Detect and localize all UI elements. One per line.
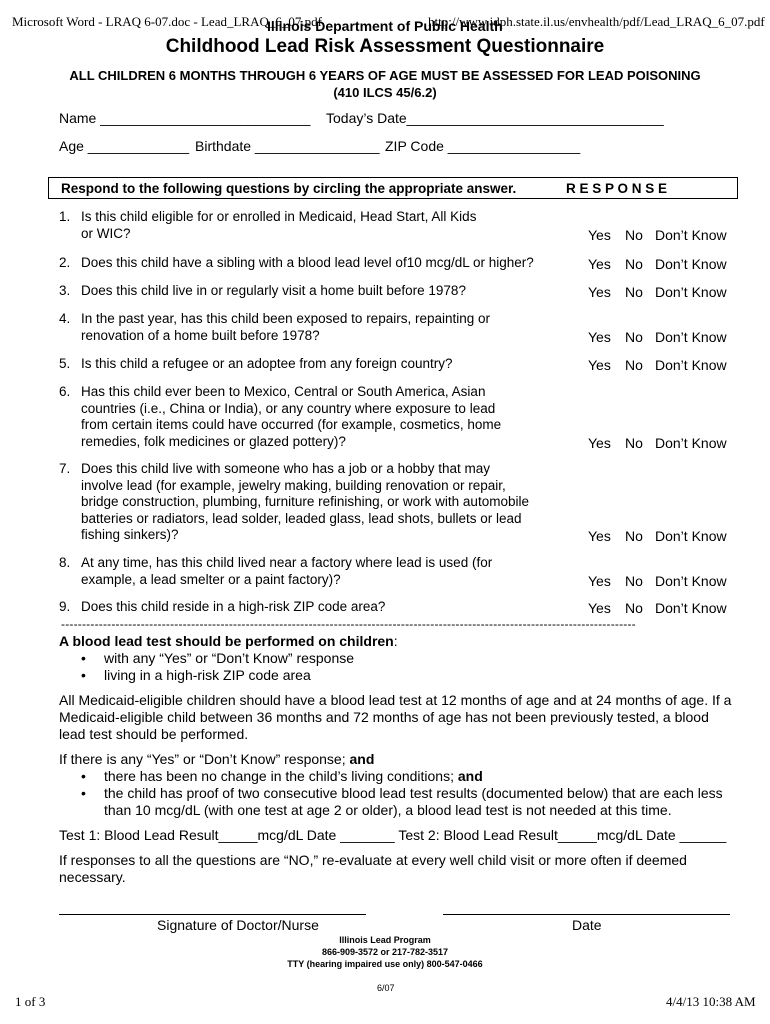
question-number: 2. <box>59 255 71 270</box>
question-text <box>81 384 501 450</box>
response-no[interactable]: No <box>625 434 643 451</box>
response-yes[interactable]: Yes <box>588 328 611 345</box>
response-no[interactable]: No <box>625 528 643 545</box>
response-no[interactable]: No <box>625 284 643 300</box>
question-number: 3. <box>59 283 71 298</box>
bullet-icon: • <box>81 650 86 666</box>
response-dont-know[interactable]: Don’t Know <box>655 256 727 272</box>
response-no[interactable]: No <box>625 256 643 272</box>
question-text <box>81 311 490 344</box>
response-dont-know[interactable]: Don’t Know <box>655 434 727 451</box>
response-dont-know[interactable]: Don’t Know <box>655 226 727 243</box>
separator: ----------------------------------------------------------------------------------------------------------------------------------------- <box>61 618 636 630</box>
question-line: involve lead (for example, jewelry making, building renovation or repair, <box>81 477 506 493</box>
response-dont-know[interactable]: Don’t Know <box>655 357 727 373</box>
medicaid-paragraph: All Medicaid-eligible children should have a blood lead test at 12 months of age and at 24 months of age. If a Medicaid-eligible child between 36 months and 72 months of age has not been previously tested, a blood lead test should be performed. <box>59 692 732 742</box>
question-text <box>81 209 476 242</box>
question-text <box>81 356 452 373</box>
reevaluate-paragraph: If responses to all the questions are “NO,” re-evaluate at every well child visit or more often if deemed necessary. <box>59 852 687 885</box>
footer-program: Illinois Lead Program <box>339 935 431 945</box>
question-line: Does this child live in or regularly visit a home built before 1978? <box>81 283 466 298</box>
question-number: 6. <box>59 384 71 399</box>
zip-code-field[interactable]: ZIP Code _________________ <box>385 138 581 154</box>
response-no[interactable]: No <box>625 357 643 373</box>
question-line: bridge construction, plumbing, furniture refinishing, or work with automobile <box>81 494 529 510</box>
response-yes[interactable]: Yes <box>588 226 611 243</box>
response-dont-know[interactable]: Don’t Know <box>655 284 727 300</box>
question-line: In the past year, has this child been exposed to repairs, repainting or <box>81 311 491 326</box>
bullet-icon: • <box>81 768 86 784</box>
question-line: remedies, folk medicines or glazed pottery)? <box>81 433 346 449</box>
question-number: 8. <box>59 555 71 570</box>
signature-label: Signature of Doctor/Nurse <box>157 917 319 933</box>
response-dont-know[interactable]: Don’t Know <box>655 528 727 545</box>
age-field[interactable]: Age _____________ <box>59 138 190 154</box>
question-line: Is this child a refugee or an adoptee from any foreign country? <box>81 356 453 371</box>
response-yes[interactable]: Yes <box>588 284 611 300</box>
blood-test-bullet-2: living in a high-risk ZIP code area <box>104 667 311 683</box>
question-line: Does this child reside in a high-risk ZIP code area? <box>81 599 386 614</box>
question-text <box>81 555 492 588</box>
blood-test-bullet-1: with any “Yes” or “Don’t Know” response <box>104 650 355 666</box>
browser-header-title: Microsoft Word - LRAQ 6-07.doc - Lead_LRAQ_6_07.pdf <box>12 14 322 29</box>
if-yes-bullet-1: there has been no change in the child’s living conditions; and <box>104 768 483 784</box>
question-text <box>81 255 534 272</box>
response-yes[interactable]: Yes <box>588 256 611 272</box>
signature-line[interactable] <box>59 914 366 915</box>
question-text <box>81 599 385 616</box>
footer-tty: TTY (hearing impaired use only) 800-547-0466 <box>287 959 483 969</box>
browser-header-url: http://www.idph.state.il.us/envhealth/pdf/Lead_LRAQ_6_07.pdf <box>428 14 765 29</box>
name-field[interactable]: Name ___________________________ <box>59 110 311 126</box>
question-line: Is this child eligible for or enrolled in Medicaid, Head Start, All Kids <box>81 209 477 224</box>
footer-phones: 866-909-3572 or 217-782-3517 <box>321 947 449 957</box>
todays-date-field[interactable]: Today’s Date_________________________________ <box>326 110 664 126</box>
response-no[interactable]: No <box>625 600 643 616</box>
question-line: or WIC? <box>81 225 131 241</box>
question-number: 5. <box>59 356 71 371</box>
agency-name: Illinois Department of Public Health <box>267 18 503 34</box>
response-header: R E S P O N S E <box>566 181 668 196</box>
response-yes[interactable]: Yes <box>588 528 611 545</box>
statute-reference: (410 ILCS 45/6.2) <box>333 85 437 100</box>
question-line: renovation of a home built before 1978? <box>81 327 320 343</box>
question-line: Does this child have a sibling with a blood lead level of10 mcg/dL or higher? <box>81 255 534 270</box>
date-label: Date <box>572 917 602 933</box>
question-text <box>81 461 529 544</box>
response-dont-know[interactable]: Don’t Know <box>655 328 727 345</box>
question-line: fishing sinkers)? <box>81 527 179 543</box>
question-number: 4. <box>59 311 71 326</box>
question-number: 7. <box>59 461 71 476</box>
response-yes[interactable]: Yes <box>588 434 611 451</box>
question-line: Has this child ever been to Mexico, Central or South America, Asian <box>81 384 486 399</box>
response-no[interactable]: No <box>625 226 643 243</box>
question-line: Does this child live with someone who has a job or a hobby that may <box>81 461 490 476</box>
question-number: 9. <box>59 599 71 614</box>
page-number: 1 of 3 <box>15 994 46 1009</box>
question-line: from certain items could have occurred (for example, cosmetics, home <box>81 417 502 433</box>
response-yes[interactable]: Yes <box>588 572 611 589</box>
response-dont-know[interactable]: Don’t Know <box>655 600 727 616</box>
response-no[interactable]: No <box>625 328 643 345</box>
question-line: batteries or radiators, lead solder, leaded glass, lead shots, bullets or lead <box>81 510 522 526</box>
response-no[interactable]: No <box>625 572 643 589</box>
page-title: Childhood Lead Risk Assessment Questionnaire <box>165 36 605 57</box>
response-yes[interactable]: Yes <box>588 600 611 616</box>
question-text <box>81 283 466 300</box>
test-results-line[interactable]: Test 1: Blood Lead Result_____mcg/dL Date _______ Test 2: Blood Lead Result_____mcg/dL Date ______ <box>59 827 727 843</box>
blood-test-heading: A blood lead test should be performed on children: <box>59 633 398 649</box>
if-yes-lead: If there is any “Yes” or “Don’t Know” response; and <box>59 751 375 767</box>
if-yes-bullet-2: the child has proof of two consecutive blood lead test results (documented below) that are each less than 10 mcg/dL (with one test at age 2 or older), a blood lead test is not needed at this time. <box>104 785 723 818</box>
question-line: countries (i.e., China or India), or any country where exposure to lead <box>81 400 496 416</box>
question-number: 1. <box>59 209 71 224</box>
footer-version: 6/07 <box>377 983 395 993</box>
response-yes[interactable]: Yes <box>588 357 611 373</box>
bullet-icon: • <box>81 667 86 683</box>
birthdate-field[interactable]: Birthdate ________________ <box>195 138 380 154</box>
question-line: At any time, has this child lived near a factory where lead is used (for <box>81 555 493 570</box>
question-line: example, a lead smelter or a paint factory)? <box>81 571 341 587</box>
print-timestamp: 4/4/13 10:38 AM <box>666 994 756 1009</box>
response-dont-know[interactable]: Don’t Know <box>655 572 727 589</box>
subtitle: ALL CHILDREN 6 MONTHS THROUGH 6 YEARS OF AGE MUST BE ASSESSED FOR LEAD POISONING <box>69 68 701 83</box>
bullet-icon: • <box>81 785 86 801</box>
date-line[interactable] <box>443 914 730 915</box>
instruction-text: Respond to the following questions by circling the appropriate answer. <box>61 181 517 196</box>
